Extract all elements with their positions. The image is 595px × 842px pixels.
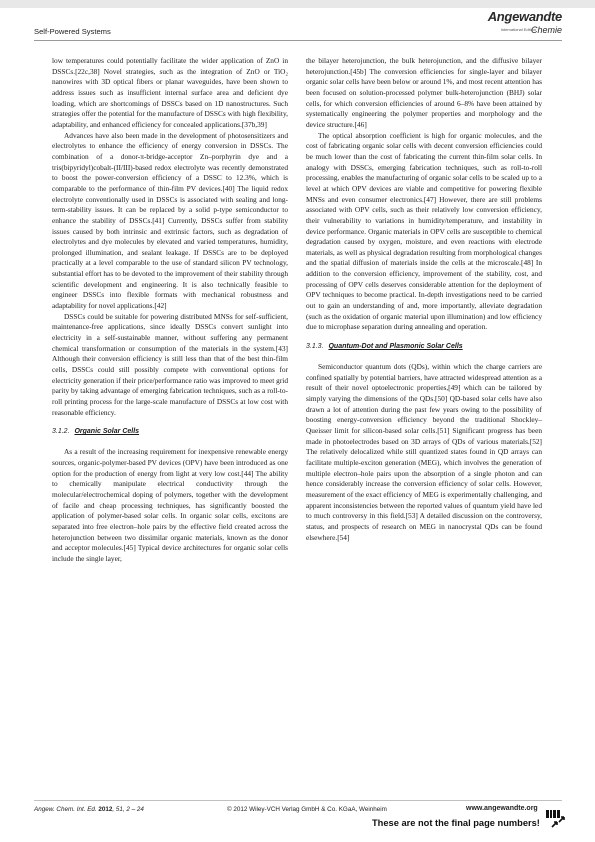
header-divider [34, 40, 562, 41]
header-band [0, 0, 595, 8]
footer-divider [34, 800, 562, 801]
paragraph: low temperatures could potentially facilitate the wider application of ZnO in DSSCs.[22c,38] Novel strategies, such as the integration of ZnO or TiO₂ nanowires with 3D optical fibers or planar waveguides, have been shown to address issues such as insufficient internal surface area and deficient dye loading, which are shortcomings of DSSCs based on 1D nanostructures. Such strategies offer the potential for the manufacture of DSSCs with high flexibility, adaptability, and enhanced efficiency for concealed applications.[37b,39] [52, 56, 288, 129]
journal-citation [34, 806, 144, 813]
logo-sub-text: International Edition [500, 27, 536, 32]
paragraph: Advances have also been made in the development of photosensitizers and electrolytes to enhance the efficiency of energy conversion in DSSCs. The combination of a donor-π-bridge-acceptor Zn–porphyrin dye and a tris(bipyridyl)cobalt-(II/III)-based redox electrolyte was recently demonstrated to boost the power-conversion efficiency of a DSSC to 12.3%, which is comparable to the performance of thin-film PV devices.[40] The liquid redox electrolyte conventionally used in DSSCs is associated with sealing and long-term-stability issues. It can be replaced by a solid p-type semiconductor to enhance the stability of DSSCs.[41] Currently, DSSCs suffer from stability issues caused by both intrinsic and extrinsic factors, such as degradation of electrolytes and dye molecules by elevated and varied temperatures, humidity, prolonged illumination, and sealant leakage. If DSSCs are to be deployed practically at a level comparable to the use of standard silicon PV technology, substantial effort has to be devoted to the improvement of their stability through scientific development and engineering. It is also technically feasible to engineer DSSCs into flexible formats with mechanical robustness and adaptability for novel applications.[42] [52, 130, 288, 311]
left-column [52, 56, 288, 565]
running-title: Self-Powered Systems [34, 27, 111, 36]
paragraph: the bilayer heterojunction, the bulk heterojunction, and the diffusive bilayer heterojunction.[45b] The conversion efficiencies for single-layer and bilayer organic solar cells have been below or around 1%, and most recent attention has been focused on solution-processed polymer bulk-heterojunction (BHJ) solar cells, for which conversion efficiencies of around 6–8% have been attained by systematically engineering the polymer properties and morphology and the device structure.[46] [306, 56, 542, 129]
logo-chemie-text: Chemie [530, 25, 562, 35]
section-number: 3.1.3. [306, 343, 324, 351]
section-title: Quantum-Dot and Plasmonic Solar Cells [328, 343, 463, 351]
section-title: Organic Solar Cells [74, 428, 140, 436]
section-heading [306, 342, 542, 352]
barcode-icon [546, 805, 562, 813]
paragraph: As a result of the increasing requirement for inexpensive renewable energy sources, organic-polymer-based PV devices (OPV) have been introduced as one option for the production of energy from light at very low cost.[44] The ability to chemically manipulate electrical conductivity through the molecular/electrochemical doping of polymers, together with the development of facile and cheap processing techniques, has significantly boosted the application of polymer-based solar cells. In organic solar cells, excitons are separated into free electron–hole pairs by the effective field created across the heterojunction between two dissimilar organic materials, known as the donor and acceptor molecules.[45] Typical device architectures for organic solar cells include the single layer, [52, 447, 288, 563]
section-heading [52, 427, 288, 437]
paragraph: The optical absorption coefficient is high for organic molecules, and the cost of fabricating organic solar cells with decent conversion efficiencies could be much lower than the cost of fabricating the current thin-film solar cells. In analogy with DSSCs, emerging fabrication techniques, such as roll-to-roll processing, enables the manufacturing of organic solar cells to be scaled up to a level at which OPV devices are viable and competitive for powering flexible MNSs and even consumer electronics.[47] However, there are still problems associated with OPV cells, such as their relatively low conversion efficiency, their vulnerability to variations in humidity/temperature, and instability in device performance. Organic materials in OPV cells are susceptible to chemical degradation caused by oxygen, moisture, and even reactions with electrode materials, as well as physical degradation resulting from morphological changes and the spatial diffusion of materials inside the cells at the microscale.[48] In addition to the conversion efficiency, improvement of the stability, cost, and processing of OPV cells deserves considerable attention for the deployment of OPV techniques to become practical. In-depth investigations need to be carried out to gain an understanding of and, more importantly, alleviate degradation (such as the oxidation of organic material upon illumination) and low efficiency due to microphase separation during annealing and operation. [306, 130, 542, 332]
journal-url-link[interactable]: www.angewandte.org [466, 805, 538, 812]
journal-year: 2012 [98, 806, 113, 813]
journal-volume: , 51, 2 – 24 [112, 806, 144, 813]
paragraph: DSSCs could be suitable for powering distributed MNSs for self-sufficient, maintenance-free applications, since ideally DSSCs convert sunlight into electricity in a self-sustainable manner, without suffering any permanent chemical transformation or consumption of the materials in the system.[43] Although their conversion efficiency is still less than that of the best thin-film cells, DSSCs could still possibly compete with conventional options for electricity generation if their price/performance ratio was improved to meet grid parity by taking advantage of emerging fabrication techniques, such as a roll-to-roll printing process for the large-scale manufacture of DSSCs at low cost with reasonable efficiency. [52, 311, 288, 417]
paragraph: Semiconductor quantum dots (QDs), within which the charge carriers are confined spatially by potential barriers, have attracted widespread attention as a result of their novel optoelectronic properties,[49] which can be tailored by simply varying the dimensions of the QDs.[50] QD-based solar cells have also drawn a lot of attention during the past few years owing to the possibility of boosting energy-conversion efficiency beyond the traditional Shockley–Queisser limit for silicon-based solar cells.[51] Significant progress has been made in photoelectrodes based on 3D arrays of QDs of various materials.[52] The relatively delocalized while still quantized states found in QD arrays can facilitate multiple-exciton generation (MEG), which involves the generation of multiple electron–hole pairs upon the absorption of a single photon and can hence considerably increase the conversion efficiency of solar cells. However, measurement of the exact efficiency of MEG is experimentally challenging, and apparent inconsistencies between the reported values of quantum yield have led to much controversy in this field.[53] A detailed discussion on the controversy, status, and prospects of research on MEG in nanocrystal QDs can be found elsewhere.[54] [306, 362, 542, 542]
proof-notice: These are not the final page numbers! [372, 818, 540, 828]
section-number: 3.1.2. [52, 428, 70, 436]
copyright-notice: © 2012 Wiley-VCH Verlag GmbH & Co. KGaA, Weinheim [227, 806, 387, 813]
right-column [306, 56, 542, 543]
journal-logo [452, 10, 562, 40]
logo-main-text: Angewandte [487, 9, 562, 24]
arrows-icon [551, 816, 565, 828]
journal-name: Angew. Chem. Int. Ed. [34, 806, 97, 813]
